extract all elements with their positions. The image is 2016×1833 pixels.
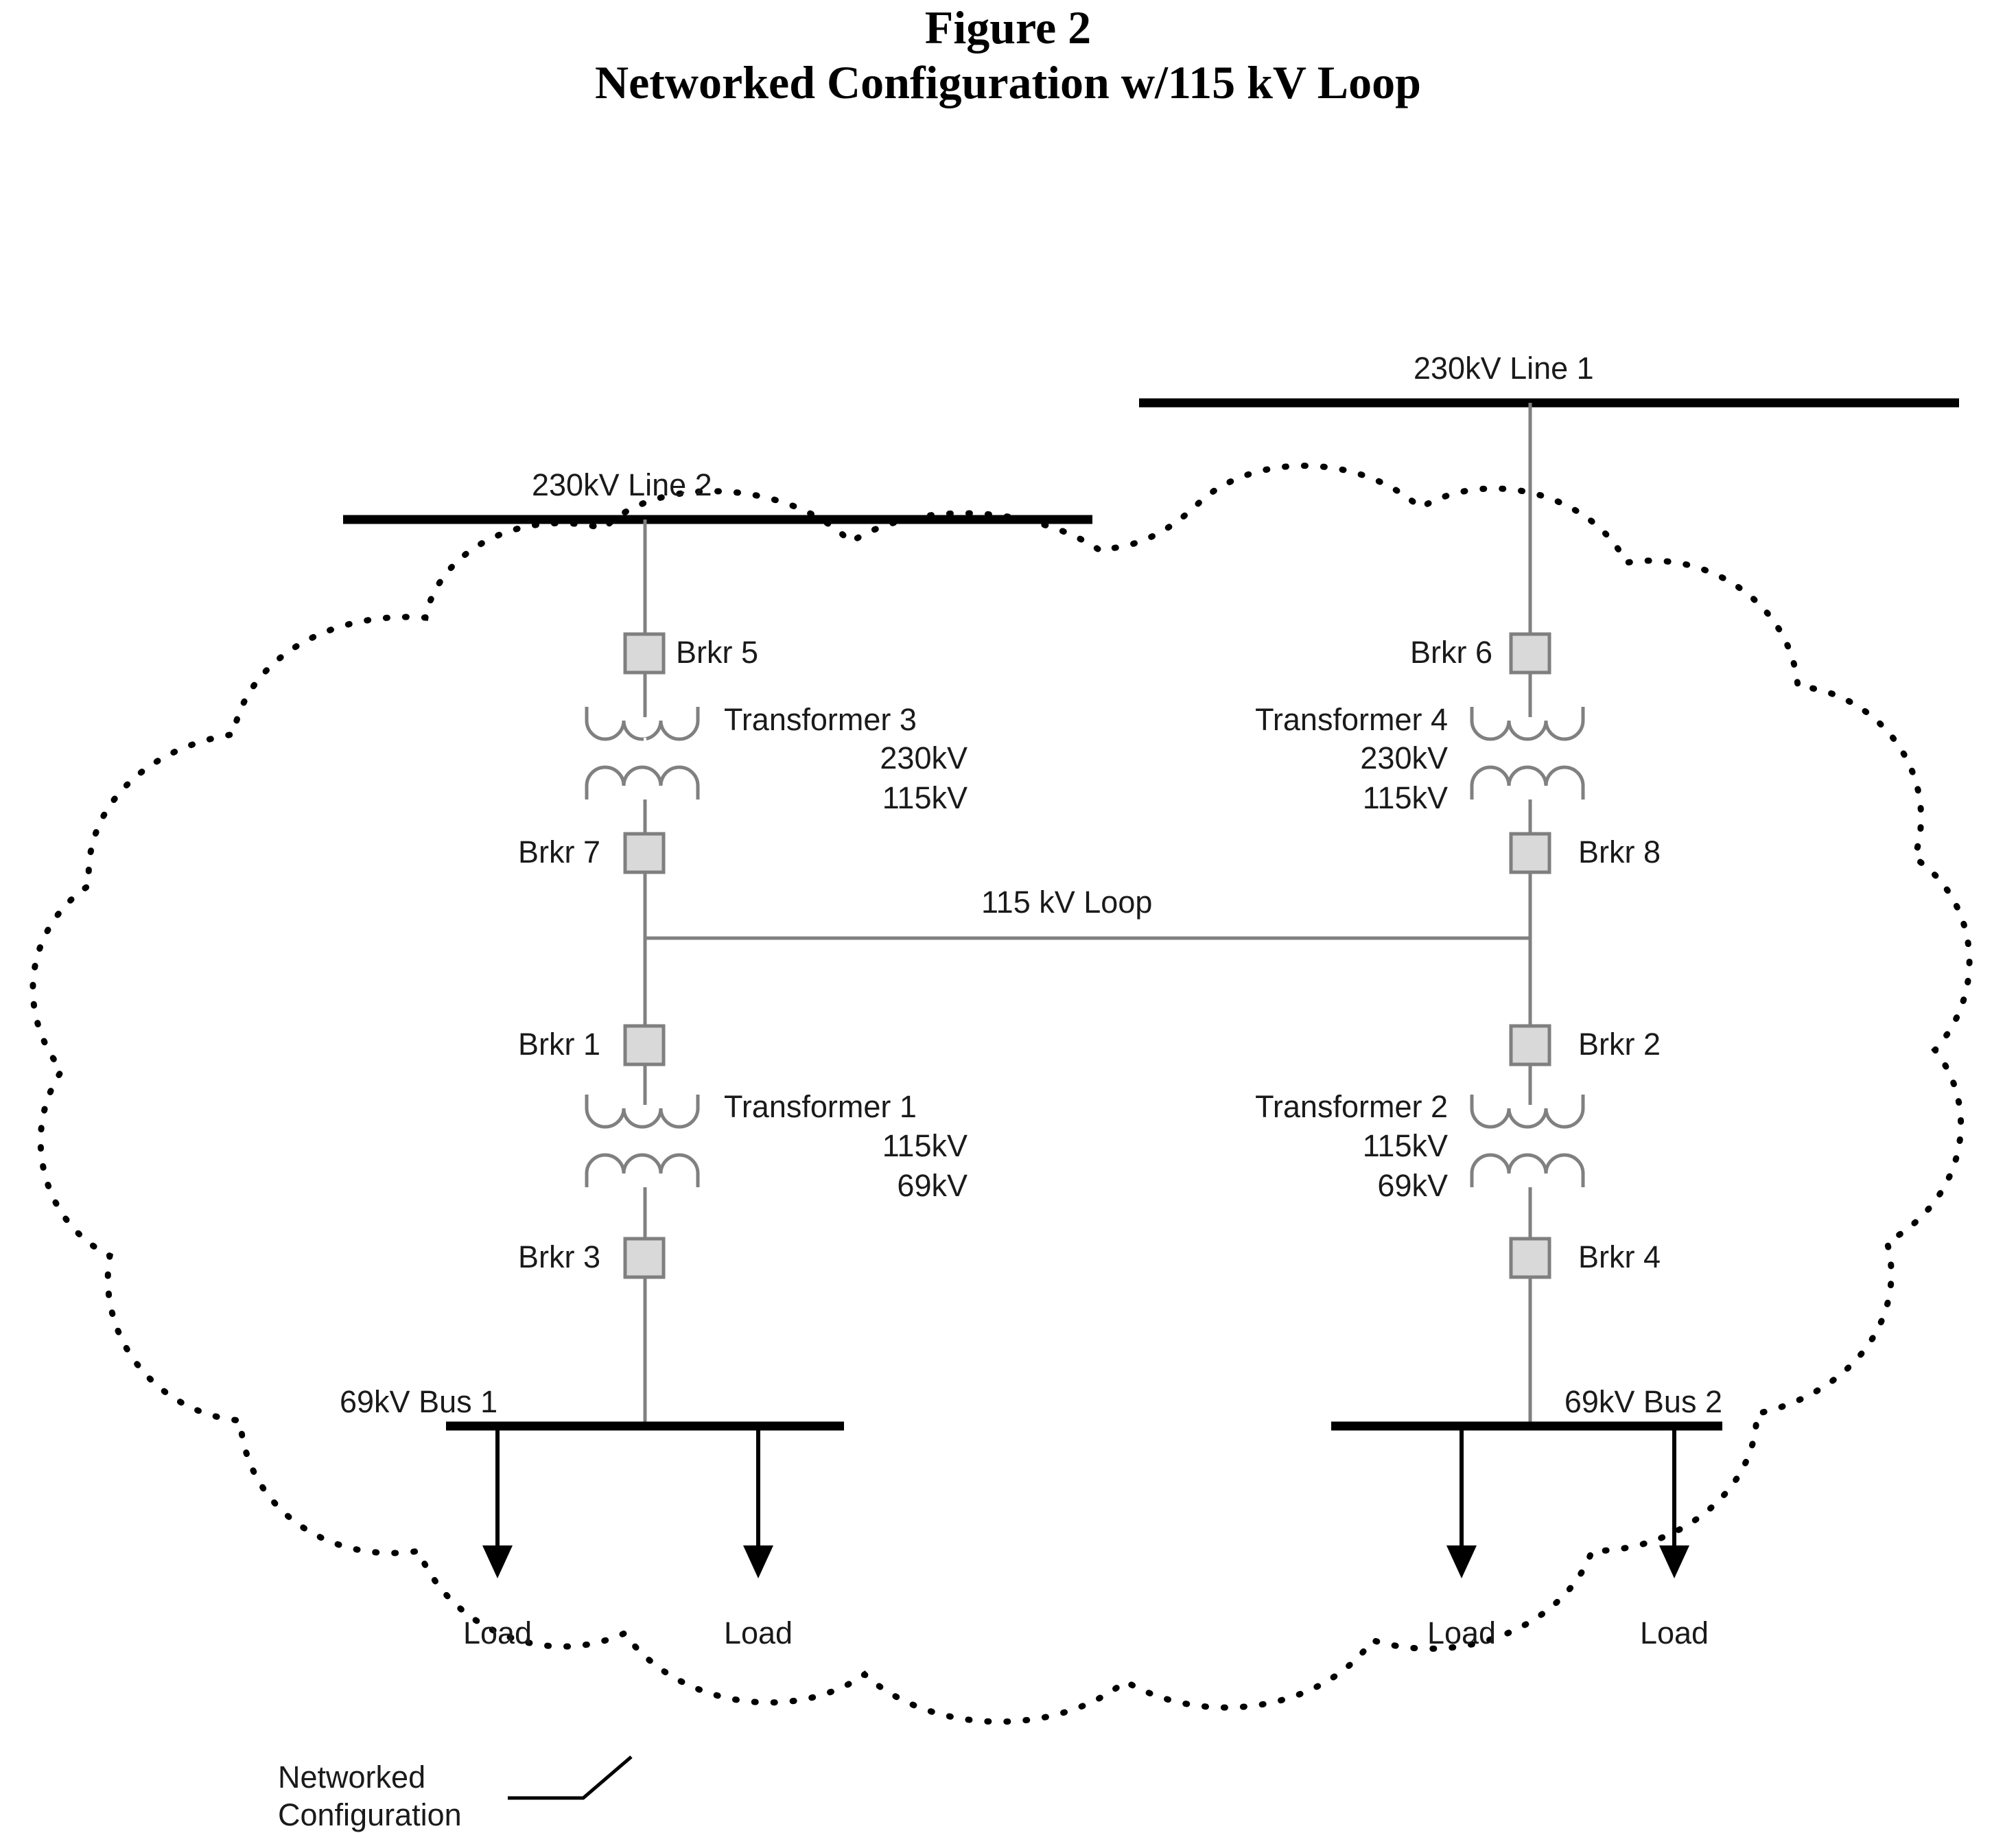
label-230kv-line-1: 230kV Line 1 (1414, 351, 1594, 386)
load-arrow-4 (1659, 1545, 1689, 1578)
label-transformer-2-hv: 115kV (1362, 1128, 1448, 1163)
label-transformer-4-lv: 115kV (1362, 780, 1448, 815)
label-transformer-1-lv: 69kV (897, 1168, 968, 1203)
label-transformer-1-hv: 115kV (882, 1128, 968, 1163)
label-transformer-2-name: Transformer 2 (1255, 1089, 1448, 1124)
annotation-networked-line-2: Configuration (278, 1797, 462, 1832)
label-brkr7: Brkr 7 (517, 834, 600, 869)
label-load-2: Load (723, 1615, 793, 1650)
label-brkr5: Brkr 5 (676, 635, 759, 670)
load-arrow-2 (743, 1545, 773, 1578)
label-transformer-4-name: Transformer 4 (1255, 702, 1448, 737)
figure-title-line-2: Networked Configuration w/115 kV Loop (595, 56, 1421, 109)
label-230kv-line-2: 230kV Line 2 (532, 467, 712, 502)
label-transformer-3-lv: 115kV (882, 780, 968, 815)
annotation-leader-line (508, 1757, 631, 1798)
label-69kv-bus-1: 69kV Bus 1 (340, 1384, 498, 1419)
transformer-4-lv-winding (1472, 767, 1583, 799)
breaker-brkr1-symbol[interactable] (625, 1026, 664, 1064)
breaker-brkr8-symbol[interactable] (1511, 834, 1549, 872)
label-load-4: Load (1639, 1615, 1709, 1650)
label-115kv-loop: 115 kV Loop (981, 885, 1153, 920)
label-load-3: Load (1427, 1615, 1497, 1650)
label-69kv-bus-2: 69kV Bus 2 (1564, 1384, 1722, 1419)
breaker-brkr4-symbol[interactable] (1511, 1239, 1549, 1277)
label-brkr3: Brkr 3 (517, 1239, 600, 1274)
label-brkr2: Brkr 2 (1578, 1027, 1661, 1062)
breaker-brkr3-symbol[interactable] (625, 1239, 664, 1277)
label-transformer-3-name: Transformer 3 (724, 702, 917, 737)
label-transformer-1-name: Transformer 1 (724, 1089, 917, 1124)
label-transformer-3-hv: 230kV (880, 740, 968, 775)
transformer-1-hv-winding (587, 1095, 698, 1127)
networked-configuration-cloud (33, 466, 1969, 1722)
load-arrow-1 (482, 1545, 513, 1578)
transformer-3-lv-winding (587, 767, 698, 799)
breaker-brkr7-symbol[interactable] (625, 834, 664, 872)
breaker-brkr6-symbol[interactable] (1511, 634, 1549, 673)
transformer-2-hv-winding (1472, 1095, 1583, 1127)
breaker-brkr2-symbol[interactable] (1511, 1026, 1549, 1064)
label-brkr6: Brkr 6 (1409, 635, 1492, 670)
label-load-1: Load (462, 1615, 532, 1650)
transformer-4-hv-winding (1472, 707, 1583, 739)
breaker-brkr5-symbol[interactable] (625, 634, 664, 673)
transformer-1-lv-winding (587, 1155, 698, 1187)
transformer-3-hv-winding (587, 707, 698, 739)
transformer-2-lv-winding (1472, 1155, 1583, 1187)
figure-title-line-1: Figure 2 (924, 1, 1092, 54)
label-brkr1: Brkr 1 (517, 1027, 600, 1062)
annotation-networked-line-1: Networked (278, 1760, 426, 1795)
load-arrow-3 (1446, 1545, 1477, 1578)
label-brkr8: Brkr 8 (1578, 834, 1661, 869)
label-brkr4: Brkr 4 (1578, 1239, 1661, 1274)
label-transformer-4-hv: 230kV (1360, 740, 1448, 775)
label-transformer-2-lv: 69kV (1377, 1168, 1448, 1203)
